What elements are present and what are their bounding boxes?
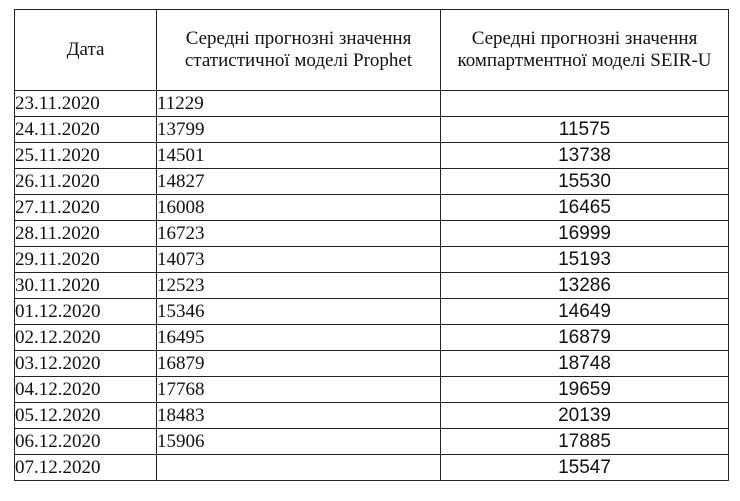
- date-cell: 03.12.2020: [15, 351, 157, 377]
- table-row: [15, 273, 729, 299]
- seir-value-cell: 16999: [441, 221, 729, 247]
- date-cell: 29.11.2020: [15, 247, 157, 273]
- table-body: [15, 91, 729, 481]
- prophet-value-cell: 16723: [157, 221, 441, 247]
- date-cell: 27.11.2020: [15, 195, 157, 221]
- date-cell: 01.12.2020: [15, 299, 157, 325]
- table-row: [15, 299, 729, 325]
- table-row: [15, 325, 729, 351]
- header-row: [15, 10, 729, 91]
- table-row: [15, 403, 729, 429]
- date-cell: 24.11.2020: [15, 117, 157, 143]
- seir-value-cell: 14649: [441, 299, 729, 325]
- date-cell: 25.11.2020: [15, 143, 157, 169]
- prophet-value-cell: 14827: [157, 169, 441, 195]
- table-row: [15, 429, 729, 455]
- forecast-table: [14, 9, 729, 481]
- table-row: [15, 221, 729, 247]
- header-prophet: Середні прогнозні значення статистичної моделі Prophet: [157, 10, 441, 91]
- seir-value-cell: 18748: [441, 351, 729, 377]
- date-cell: 02.12.2020: [15, 325, 157, 351]
- table-row: [15, 169, 729, 195]
- seir-value-cell: 16879: [441, 325, 729, 351]
- seir-value-cell: 11575: [441, 117, 729, 143]
- table-row: [15, 351, 729, 377]
- date-cell: 23.11.2020: [15, 91, 157, 117]
- date-cell: 05.12.2020: [15, 403, 157, 429]
- prophet-value-cell: 11229: [157, 91, 441, 117]
- prophet-value-cell: 15906: [157, 429, 441, 455]
- seir-value-cell: 17885: [441, 429, 729, 455]
- prophet-value-cell: 17768: [157, 377, 441, 403]
- prophet-value-cell: 12523: [157, 273, 441, 299]
- date-cell: 06.12.2020: [15, 429, 157, 455]
- seir-value-cell: 13738: [441, 143, 729, 169]
- prophet-value-cell: 16495: [157, 325, 441, 351]
- seir-value-cell: 19659: [441, 377, 729, 403]
- table-row: [15, 195, 729, 221]
- prophet-value-cell: 13799: [157, 117, 441, 143]
- prophet-value-cell: 16008: [157, 195, 441, 221]
- header-date: Дата: [15, 10, 157, 91]
- table-row: [15, 91, 729, 117]
- table-row: [15, 117, 729, 143]
- prophet-value-cell: 14501: [157, 143, 441, 169]
- prophet-value-cell: 18483: [157, 403, 441, 429]
- prophet-value-cell: 15346: [157, 299, 441, 325]
- date-cell: 30.11.2020: [15, 273, 157, 299]
- prophet-value-cell: 16879: [157, 351, 441, 377]
- table-row: [15, 455, 729, 481]
- table-row: [15, 143, 729, 169]
- seir-value-cell: 13286: [441, 273, 729, 299]
- date-cell: 04.12.2020: [15, 377, 157, 403]
- seir-value-cell: 20139: [441, 403, 729, 429]
- seir-value-cell: 16465: [441, 195, 729, 221]
- seir-value-cell: 15193: [441, 247, 729, 273]
- date-cell: 07.12.2020: [15, 455, 157, 481]
- seir-value-cell: 15547: [441, 455, 729, 481]
- date-cell: 26.11.2020: [15, 169, 157, 195]
- date-cell: 28.11.2020: [15, 221, 157, 247]
- table-row: [15, 377, 729, 403]
- header-seir-u: Середні прогнозні значення компартментної моделі SEIR-U: [441, 10, 729, 91]
- prophet-value-cell: 14073: [157, 247, 441, 273]
- seir-value-cell: 15530: [441, 169, 729, 195]
- prophet-value-cell: [157, 455, 441, 481]
- seir-value-cell: [441, 91, 729, 117]
- table-row: [15, 247, 729, 273]
